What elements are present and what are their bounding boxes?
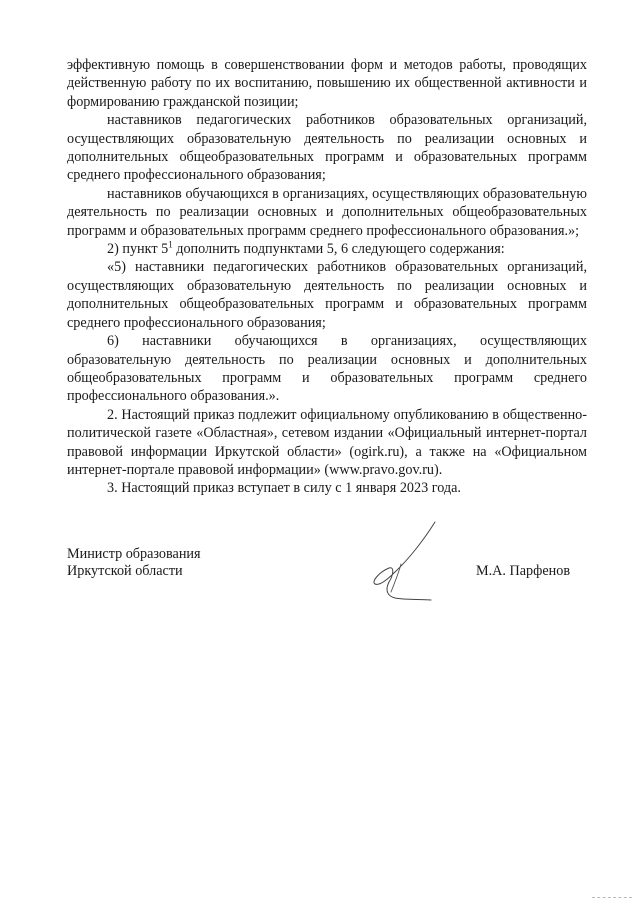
signatory-title-line-2: Иркутской области bbox=[67, 563, 183, 579]
paragraph-mentors-students: наставников обучающихся в организациях, осуществляющих образовательную деятельность по реализации основных и дополнительных общеобразовательных программ и образовательных программ среднего профессионального образования.»; bbox=[67, 185, 587, 239]
document-body bbox=[67, 56, 587, 498]
item-2-superscript: 1 bbox=[168, 239, 173, 250]
paragraph-item-2 bbox=[67, 240, 587, 258]
signatory-name: М.А. Парфенов bbox=[476, 563, 571, 579]
item-2-text-before: 2) пункт 5 bbox=[107, 241, 169, 258]
paragraph-subitem-6: 6) наставники обучающихся в организациях, осуществляющих образовательную деятельность по реализации основных и дополнительных общеобразовательных программ и образовательных программ среднего профессионального образования.». bbox=[67, 333, 587, 405]
paragraph-publication: 2. Настоящий приказ подлежит официальному опубликованию в общественно-политической газете «Областная», сетевом издании «Официальный интернет-портал правовой информации Иркутской области» (ogirk.ru), а также на «Официальном интернет-портале правовой информации» (www.pravo.gov.ru). bbox=[67, 406, 587, 478]
signatory-title-line-1: Министр образования bbox=[67, 546, 201, 562]
signatory-title bbox=[67, 546, 267, 580]
paragraph-mentors-teachers: наставников педагогических работников образовательных организаций, осуществляющих образовательную деятельность по реализации основных и дополнительных общеобразовательных программ и образовательных программ среднего профессионального образования; bbox=[67, 112, 587, 184]
item-2-text-after: дополнить подпунктами 5, 6 следующего содержания: bbox=[172, 241, 505, 258]
signature-block bbox=[67, 546, 587, 616]
paragraph-subitem-5: «5) наставники педагогических работников образовательных организаций, осуществляющих образовательную деятельность по реализации основных и дополнительных общеобразовательных программ и образовательных программ среднего профессионального образования; bbox=[67, 259, 587, 331]
handwritten-signature-icon bbox=[365, 520, 445, 605]
paragraph-continuation: эффективную помощь в совершенствовании форм и методов работы, проводящих действенную работу по их воспитанию, повышению их общественной активности и формированию гражданской позиции; bbox=[67, 57, 587, 110]
page-edge-mark bbox=[592, 897, 632, 900]
paragraph-effective-date: 3. Настоящий приказ вступает в силу с 1 января 2023 года. bbox=[107, 480, 461, 497]
